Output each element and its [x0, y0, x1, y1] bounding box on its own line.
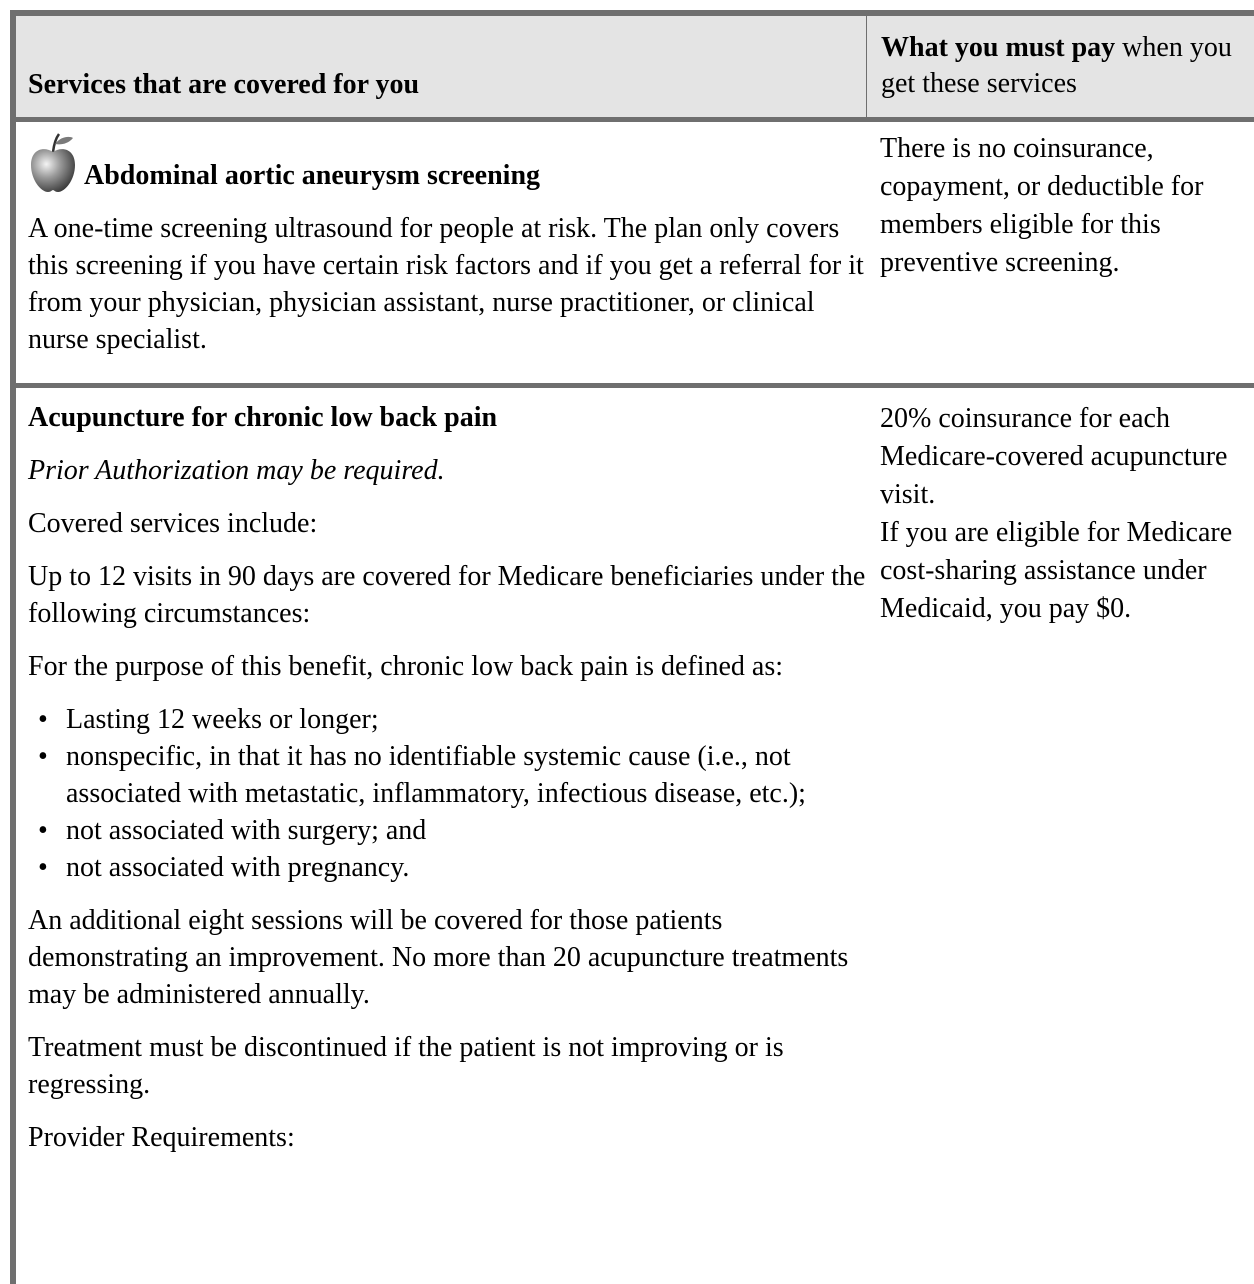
additional-sessions-text: An additional eight sessions will be covered for those patients demonstrating an improvement. No more than 20 acupuncture treatments may be administered annually.	[28, 905, 849, 1010]
service-description: A one-time screening ultrasound for people at risk. The plan only covers this screening if you have certain risk factors and if you get a referral for it from your physician, physician assistant, nurse practitioner, or clinical nurse specialist.	[28, 213, 864, 355]
list-item: • not associated with pregnancy.	[28, 849, 866, 886]
pay-text-coinsurance: 20% coinsurance for each Medicare-covered acupuncture visit.	[880, 403, 1228, 510]
service-title: Acupuncture for chronic low back pain	[28, 402, 498, 433]
list-item: • nonspecific, in that it has no identifiable systemic cause (i.e., not associated with metastatic, inflammatory, infectious disease, etc.);	[28, 738, 866, 812]
pay-cell	[866, 388, 1254, 1156]
apple-icon	[28, 130, 78, 194]
covered-services-intro: Covered services include:	[28, 508, 318, 539]
pay-text-medicaid: If you are eligible for Medicare cost-sharing assistance under Medicaid, you pay $0.	[880, 517, 1233, 624]
pay-text: There is no coinsurance, copayment, or deductible for members eligible for this preventive screening.	[880, 133, 1204, 278]
service-title: Abdominal aortic aneurysm screening	[84, 160, 541, 191]
discontinue-text: Treatment must be discontinued if the patient is not improving or is regressing.	[28, 1032, 784, 1100]
prior-authorization-note: Prior Authorization may be required.	[28, 455, 445, 486]
benefits-table	[10, 10, 1254, 1284]
table-header-row	[16, 16, 1254, 122]
list-item: • Lasting 12 weeks or longer;	[28, 701, 866, 738]
criteria-list	[28, 701, 866, 886]
services-header-label: Services that are covered for you	[28, 69, 420, 100]
table-row	[16, 122, 1254, 388]
services-header-cell	[16, 16, 866, 117]
pay-header-label	[881, 30, 1254, 102]
service-cell	[16, 388, 866, 1156]
pay-header-bold: What you must pay	[881, 32, 1116, 63]
pay-cell	[866, 122, 1254, 383]
visits-text: Up to 12 visits in 90 days are covered for Medicare beneficiaries under the following circumstances:	[28, 561, 866, 629]
pay-header-cell	[866, 16, 1254, 117]
pay-header-rest: when you get these services	[881, 32, 1232, 99]
definition-text: For the purpose of this benefit, chronic low back pain is defined as:	[28, 651, 784, 682]
service-title-line	[28, 130, 866, 194]
list-item: • not associated with surgery; and	[28, 812, 866, 849]
provider-requirements-label: Provider Requirements:	[28, 1122, 295, 1153]
table-row	[16, 388, 1254, 1156]
service-cell	[16, 122, 866, 383]
